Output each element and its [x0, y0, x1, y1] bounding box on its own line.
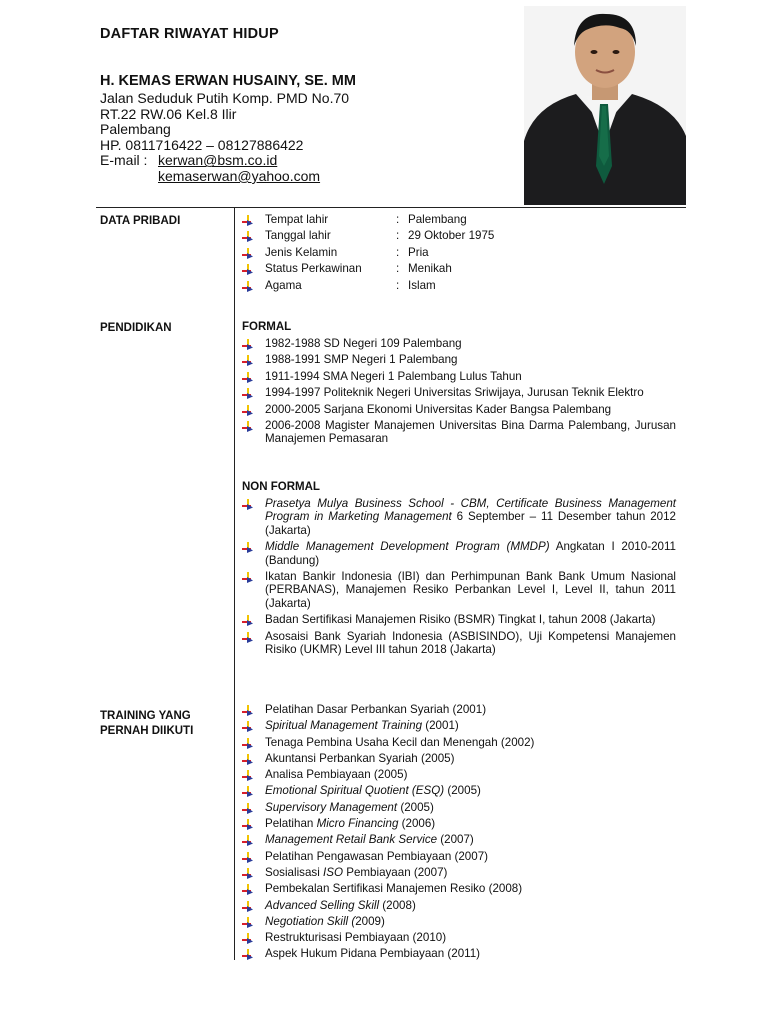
arrow-bullet-icon [242, 572, 254, 583]
arrow-bullet-icon [242, 355, 254, 366]
training-italic-text: Negotiation Skill ( [265, 914, 356, 928]
address-line-3: Palembang [100, 121, 171, 138]
training-text-suffix: 2009) [355, 914, 385, 928]
field-colon: : [396, 245, 400, 259]
training-text: Pelatihan Pengawasan Pembiayaan (2007) [265, 849, 489, 863]
list-item [242, 899, 676, 912]
personal-data-list [242, 213, 676, 295]
list-item [242, 833, 676, 846]
list-item [242, 752, 676, 765]
arrow-bullet-icon [242, 721, 254, 732]
arrow-bullet-icon [242, 215, 254, 226]
arrow-bullet-icon [242, 248, 254, 259]
arrow-bullet-icon [242, 884, 254, 895]
arrow-bullet-icon [242, 738, 254, 749]
arrow-bullet-icon [242, 933, 254, 944]
training-text-suffix: (2005) [444, 784, 481, 798]
list-item [242, 915, 676, 928]
formal-heading: FORMAL [242, 321, 292, 333]
nonformal-text: Angkatan I 2010-2011 (Bandung) [265, 540, 676, 567]
arrow-bullet-icon [242, 388, 254, 399]
arrow-bullet-icon [242, 949, 254, 960]
arrow-bullet-icon [242, 281, 254, 292]
list-item [242, 703, 676, 716]
training-italic-text: Supervisory Management [265, 800, 398, 814]
arrow-bullet-icon [242, 868, 254, 879]
training-text-suffix: (2001) [422, 719, 459, 733]
email-link-2[interactable]: kemaserwan@yahoo.com [158, 167, 321, 184]
training-text: Aspek Hukum Pidana Pembiayaan (2011) [265, 947, 481, 961]
list-item [242, 213, 676, 226]
training-label-line-1: TRAINING YANG [100, 710, 191, 722]
field-value: Islam [408, 278, 436, 292]
field-colon: : [396, 262, 400, 276]
training-italic-text: Advanced Selling Skill [265, 898, 380, 912]
field-label: Agama [265, 278, 302, 292]
email-label: E-mail : [100, 152, 148, 169]
email-row-1 [100, 153, 349, 169]
list-item [242, 403, 676, 416]
list-item [242, 279, 676, 292]
training-text: Sosialisasi [265, 865, 323, 879]
arrow-bullet-icon [242, 803, 254, 814]
arrow-bullet-icon [242, 901, 254, 912]
training-text-suffix: (2006) [398, 817, 436, 831]
list-item [242, 229, 676, 242]
formal-education-list [242, 337, 676, 449]
arrow-bullet-icon [242, 705, 254, 716]
list-item [242, 736, 676, 749]
arrow-bullet-icon [242, 339, 254, 350]
training-text: Analisa Pembiayaan (2005) [265, 768, 408, 782]
list-item [242, 784, 676, 797]
nonformal-text: Asosaisi Bank Syariah Indonesia (ASBISINDO), Uji Kompetensi Manajemen Risiko (UKMR) Level III tahun 2018 (Jakarta) [265, 629, 676, 657]
nonformal-italic-text: Prasetya Mulya Business School - CBM, Certificate Business Management Program in Marketing Management [265, 497, 676, 524]
training-text-suffix: (2005) [397, 800, 434, 814]
arrow-bullet-icon [242, 754, 254, 765]
profile-photo [524, 6, 686, 205]
training-italic-text: Emotional Spiritual Quotient (ESQ) [265, 784, 445, 798]
document-title: DAFTAR RIWAYAT HIDUP [100, 26, 279, 42]
list-item [242, 497, 676, 537]
formal-text: 1994-1997 Politeknik Negeri Universitas Sriwijaya, Jurusan Teknik Elektro [265, 386, 644, 400]
arrow-bullet-icon [242, 499, 254, 510]
arrow-bullet-icon [242, 770, 254, 781]
nonformal-text: 6 September – 11 Desember tahun 2012 (Jakarta) [265, 510, 676, 537]
arrow-bullet-icon [242, 917, 254, 928]
list-item [242, 931, 676, 944]
list-item [242, 882, 676, 895]
training-label-line-2: PERNAH DIIKUTI [100, 725, 194, 737]
list-item [242, 386, 676, 399]
phone-number: HP. 0811716422 – 08127886422 [100, 136, 304, 153]
section-label-personal: DATA PRIBADI [100, 215, 181, 227]
training-text: Akuntansi Perbankan Syariah (2005) [265, 751, 455, 765]
training-text-suffix: (2008) [379, 898, 416, 912]
training-text: Restrukturisasi Pembiayaan (2010) [265, 931, 447, 945]
list-item [242, 947, 676, 960]
field-colon: : [396, 213, 400, 226]
column-divider [234, 208, 235, 960]
list-item [242, 540, 676, 567]
field-label: Jenis Kelamin [265, 245, 338, 259]
arrow-bullet-icon [242, 372, 254, 383]
address-line-1: Jalan Seduduk Putih Komp. PMD No.70 [100, 90, 350, 106]
nonformal-italic-text: Middle Management Development Program (MMDP) [265, 540, 550, 554]
formal-text: 1982-1988 SD Negeri 109 Palembang [265, 337, 462, 350]
formal-text: 2000-2005 Sarjana Ekonomi Universitas Kader Bangsa Palembang [265, 402, 612, 416]
nonformal-education-list [242, 497, 676, 659]
formal-text: 1988-1991 SMP Negeri 1 Palembang [265, 353, 458, 367]
field-value: Menikah [408, 262, 452, 276]
training-italic-text: Management Retail Bank Service [265, 833, 438, 847]
list-item [242, 613, 676, 626]
training-text: Pembekalan Sertifikasi Manajemen Resiko (2008) [265, 882, 523, 896]
arrow-bullet-icon [242, 542, 254, 553]
field-value: Palembang [408, 213, 467, 226]
field-value: Pria [408, 245, 429, 259]
person-name: H. KEMAS ERWAN HUSAINY, SE. MM [100, 73, 356, 89]
field-colon: : [396, 229, 400, 243]
list-item [242, 246, 676, 259]
training-text: Tenaga Pembina Usaha Kecil dan Menengah (2002) [265, 735, 535, 749]
section-label-training [100, 709, 193, 739]
arrow-bullet-icon [242, 405, 254, 416]
arrow-bullet-icon [242, 786, 254, 797]
training-list [242, 703, 676, 964]
email-row-2 [100, 169, 349, 185]
field-value: 29 Oktober 1975 [408, 229, 495, 243]
arrow-bullet-icon [242, 615, 254, 626]
list-item [242, 719, 676, 732]
list-item [242, 768, 676, 781]
arrow-bullet-icon [242, 632, 254, 643]
nonformal-text: Badan Sertifikasi Manajemen Risiko (BSMR) Tingkat I, tahun 2008 (Jakarta) [265, 613, 656, 627]
address-line-2: RT.22 RW.06 Kel.8 Ilir [100, 105, 237, 122]
email-link-1[interactable]: kerwan@bsm.co.id [158, 152, 278, 169]
list-item [242, 337, 676, 350]
training-italic-text: Spiritual Management Training [265, 719, 423, 733]
arrow-bullet-icon [242, 264, 254, 275]
training-text-suffix: Pembiayaan (2007) [342, 865, 448, 879]
arrow-bullet-icon [242, 835, 254, 846]
section-label-education: PENDIDIKAN [100, 322, 172, 334]
list-item [242, 353, 676, 366]
field-label: Tempat lahir [265, 213, 329, 226]
nonformal-heading: NON FORMAL [242, 481, 320, 493]
arrow-bullet-icon [242, 231, 254, 242]
contact-block [100, 91, 349, 185]
training-text: Pelatihan [265, 817, 317, 831]
training-text: Pelatihan Dasar Perbankan Syariah (2001) [265, 703, 487, 716]
arrow-bullet-icon [242, 852, 254, 863]
list-item [242, 570, 676, 610]
field-label: Tanggal lahir [265, 229, 331, 243]
arrow-bullet-icon [242, 819, 254, 830]
list-item [242, 866, 676, 879]
formal-text: 1911-1994 SMA Negeri 1 Palembang Lulus Tahun [265, 369, 522, 383]
training-italic-text: ISO [323, 865, 343, 879]
training-text-suffix: (2007) [437, 833, 474, 847]
list-item [242, 801, 676, 814]
nonformal-text: Ikatan Bankir Indonesia (IBI) dan Perhimpunan Bank Bank Umum Nasional (PERBANAS), Manajemen Resiko Perbankan Level I, Level II, tahun 2011 (Jakarta) [265, 570, 676, 610]
header-divider [96, 207, 686, 208]
training-italic-text: Micro Financing [316, 817, 399, 831]
list-item [242, 262, 676, 275]
list-item [242, 419, 676, 446]
list-item [242, 370, 676, 383]
person-photo-icon [524, 6, 686, 205]
list-item [242, 817, 676, 830]
arrow-bullet-icon [242, 421, 254, 432]
list-item [242, 850, 676, 863]
formal-text: 2006-2008 Magister Manajemen Universitas Bina Darma Palembang, Jurusan Manajemen Pemasaran [265, 419, 676, 446]
list-item [242, 630, 676, 657]
field-label: Status Perkawinan [265, 262, 362, 276]
field-colon: : [396, 278, 400, 292]
